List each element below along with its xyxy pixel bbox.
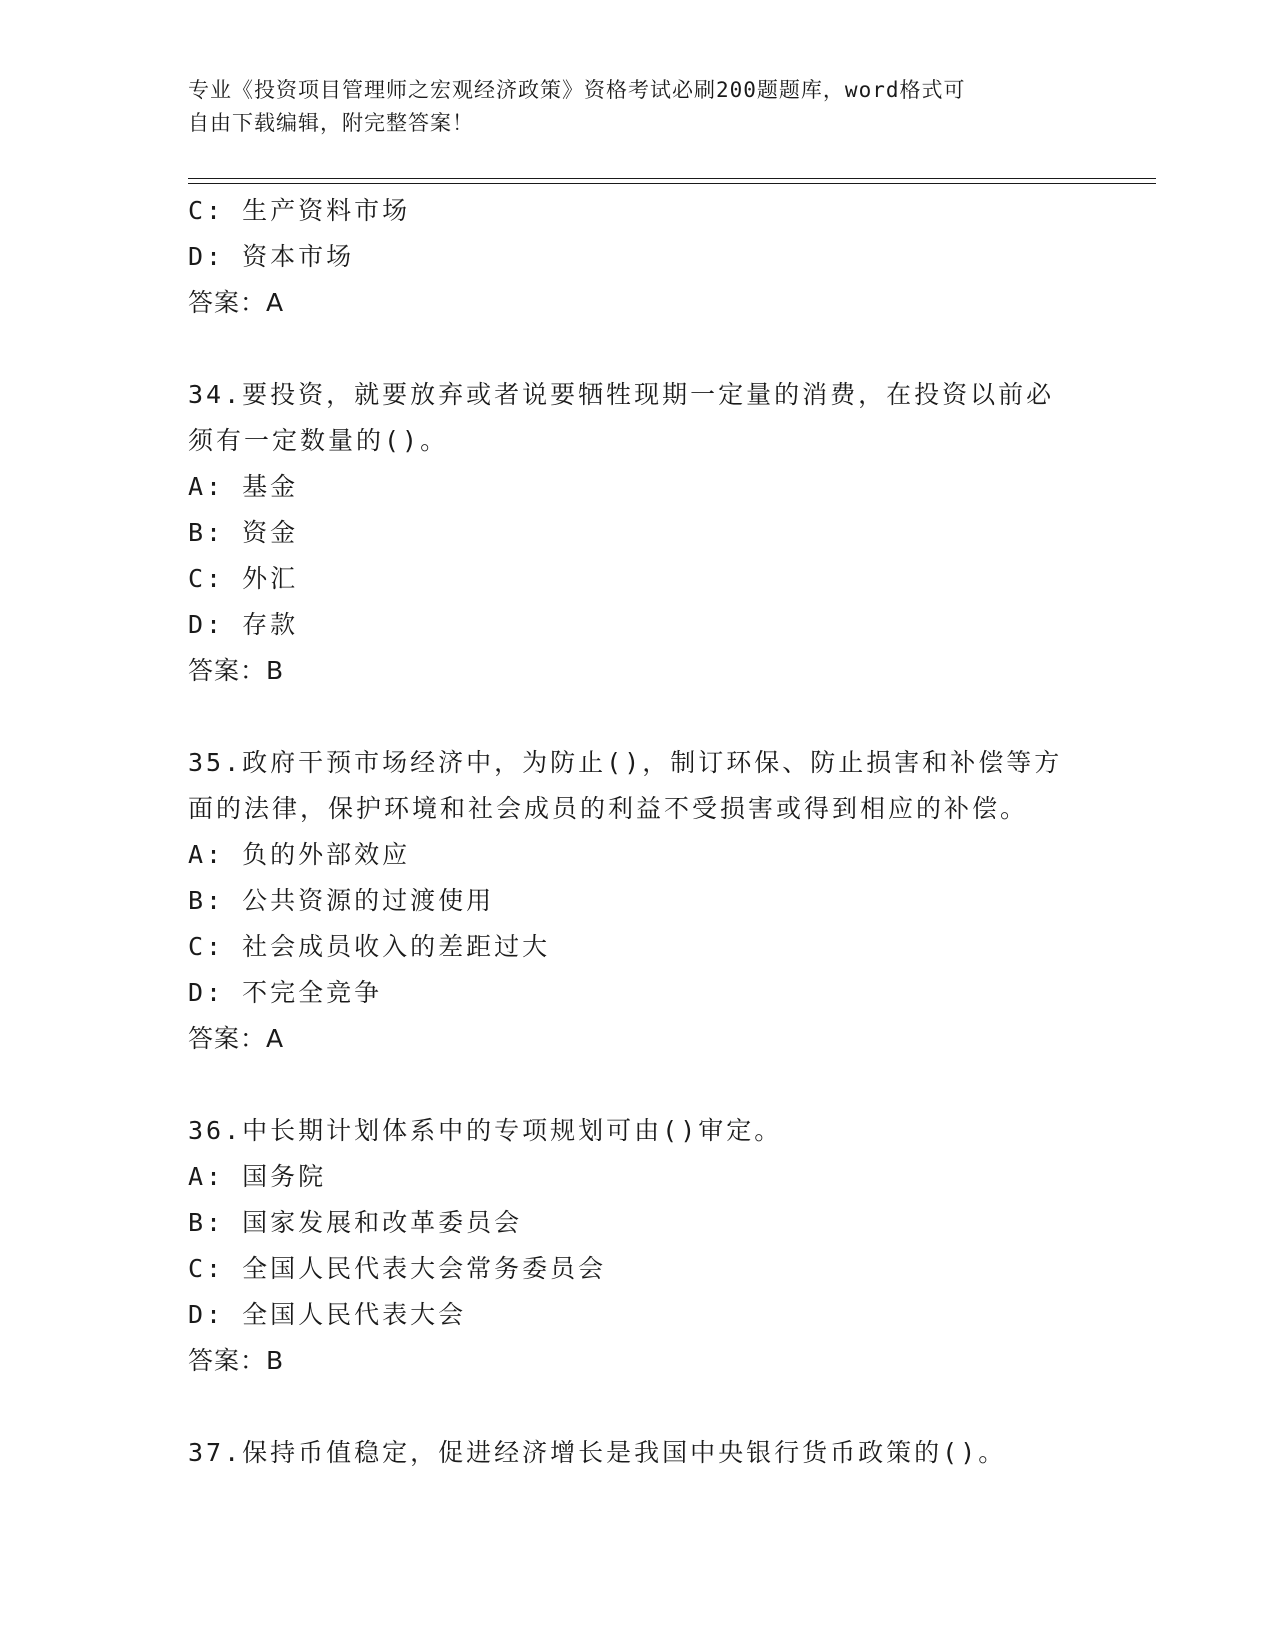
spacer <box>188 694 1088 740</box>
option-line: A: 基金 <box>188 472 299 501</box>
prev-question-options <box>188 188 1088 280</box>
header-divider-bottom <box>188 183 1156 184</box>
option-line: C: 生产资料市场 <box>188 196 411 225</box>
spacer <box>188 1062 1088 1108</box>
question-37 <box>188 1430 1088 1476</box>
option-line: B: 资金 <box>188 518 299 547</box>
question-content <box>188 188 1088 1476</box>
option-line: B: 国家发展和改革委员会 <box>188 1208 523 1237</box>
question-text-line: 34.要投资，就要放弃或者说要牺牲现期一定量的消费，在投资以前必 <box>188 380 1055 409</box>
header-line-2: 自由下载编辑，附完整答案！ <box>188 111 474 135</box>
answer-label: 答案： <box>188 656 267 685</box>
answer-value: B <box>266 1346 285 1375</box>
option-line: A: 负的外部效应 <box>188 840 411 869</box>
question-text-line: 35.政府干预市场经济中，为防止()，制订环保、防止损害和补偿等方 <box>188 748 1063 777</box>
header-line-1: 专业《投资项目管理师之宏观经济政策》资格考试必刷200题题库，word格式可 <box>188 78 966 102</box>
spacer <box>188 1384 1088 1430</box>
header-divider-top <box>188 178 1156 179</box>
answer-label: 答案： <box>188 1024 267 1053</box>
question-text-line: 37.保持币值稳定，促进经济增长是我国中央银行货币政策的()。 <box>188 1438 1007 1467</box>
question-35 <box>188 740 1088 1062</box>
option-line: C: 全国人民代表大会常务委员会 <box>188 1254 607 1283</box>
question-text-line: 36.中长期计划体系中的专项规划可由()审定。 <box>188 1116 783 1145</box>
spacer <box>188 326 1088 372</box>
answer-value: A <box>266 1024 285 1053</box>
option-line: C: 社会成员收入的差距过大 <box>188 932 551 961</box>
option-line: D: 全国人民代表大会 <box>188 1300 467 1329</box>
answer-label: 答案： <box>188 1346 267 1375</box>
option-line: D: 资本市场 <box>188 242 355 271</box>
answer-line <box>188 648 1088 694</box>
question-text-line: 面的法律，保护环境和社会成员的利益不受损害或得到相应的补偿。 <box>188 794 1029 823</box>
question-36 <box>188 1108 1088 1384</box>
option-line: D: 不完全竞争 <box>188 978 383 1007</box>
answer-value: A <box>266 288 285 317</box>
answer-line <box>188 1338 1088 1384</box>
question-34 <box>188 372 1088 694</box>
answer-line <box>188 1016 1088 1062</box>
option-line: C: 外汇 <box>188 564 299 593</box>
option-line: D: 存款 <box>188 610 299 639</box>
option-line: B: 公共资源的过渡使用 <box>188 886 495 915</box>
option-line: A: 国务院 <box>188 1162 327 1191</box>
document-header <box>188 74 1068 140</box>
answer-label: 答案： <box>188 288 267 317</box>
question-text-line: 须有一定数量的()。 <box>188 426 449 455</box>
answer-value: B <box>266 656 285 685</box>
answer-line <box>188 280 1088 326</box>
